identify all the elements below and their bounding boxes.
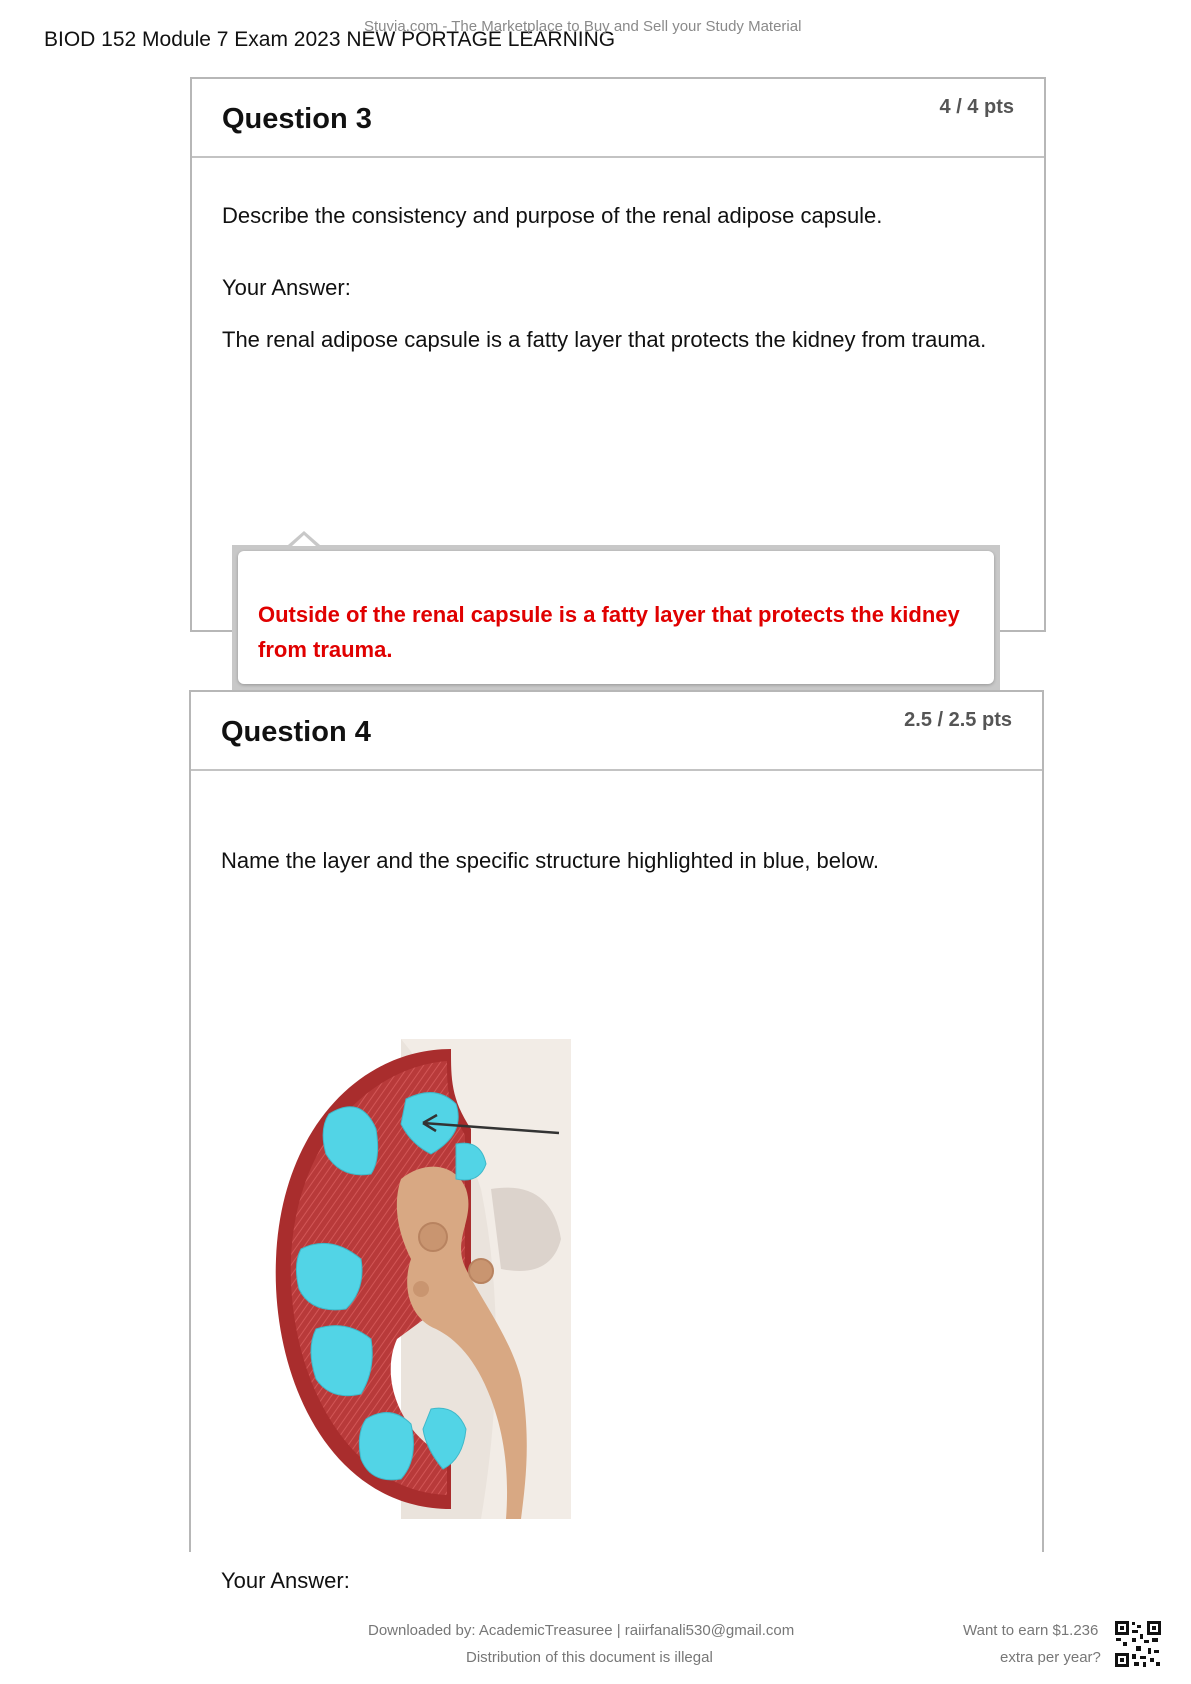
question-4-card xyxy=(189,690,1044,1593)
question-3-points: 4 / 4 pts xyxy=(939,96,1014,118)
footer-earn-line-1[interactable]: Want to earn $1.236 xyxy=(963,1622,1099,1639)
kidney-illustration xyxy=(251,1039,571,1519)
question-3-your-answer-label: Your Answer: xyxy=(222,275,351,300)
question-3-title: Question 3 xyxy=(222,103,372,135)
feedback-comment-inner xyxy=(238,551,994,684)
feedback-comment-text: Outside of the renal capsule is a fatty layer that protects the kidney from trauma. xyxy=(258,602,960,662)
question-3-card xyxy=(190,77,1046,662)
question-4-points: 2.5 / 2.5 pts xyxy=(904,709,1012,731)
question-3-prompt: Describe the consistency and purpose of the renal adipose capsule. xyxy=(222,203,883,228)
footer-downloaded-by: Downloaded by: AcademicTreasuree | raiirfanali530@gmail.com xyxy=(368,1622,795,1639)
qr-code-graphic xyxy=(1114,1620,1162,1668)
question-4-your-answer-label: Your Answer: xyxy=(221,1568,350,1593)
question-4-prompt: Name the layer and the specific structure highlighted in blue, below. xyxy=(221,848,879,873)
question-4-header xyxy=(191,692,1042,771)
footer-distribution-notice: Distribution of this document is illegal xyxy=(466,1649,713,1666)
document-title: BIOD 152 Module 7 Exam 2023 NEW PORTAGE LEARNING xyxy=(44,28,616,51)
question-3-answer: The renal adipose capsule is a fatty layer that protects the kidney from trauma. xyxy=(222,327,987,352)
footer-earn-line-2[interactable]: extra per year? xyxy=(1000,1649,1101,1666)
watermark: Stuvia.com - The Marketplace to Buy and Sell your Study Material xyxy=(364,18,802,35)
kidney-diagram-image xyxy=(251,1039,571,1519)
comment-pointer-icon xyxy=(288,531,320,545)
question-3-header xyxy=(192,79,1044,158)
question-4-title: Question 4 xyxy=(221,716,371,748)
feedback-comment-box xyxy=(232,545,1000,691)
qr-code-icon[interactable] xyxy=(1114,1620,1162,1668)
